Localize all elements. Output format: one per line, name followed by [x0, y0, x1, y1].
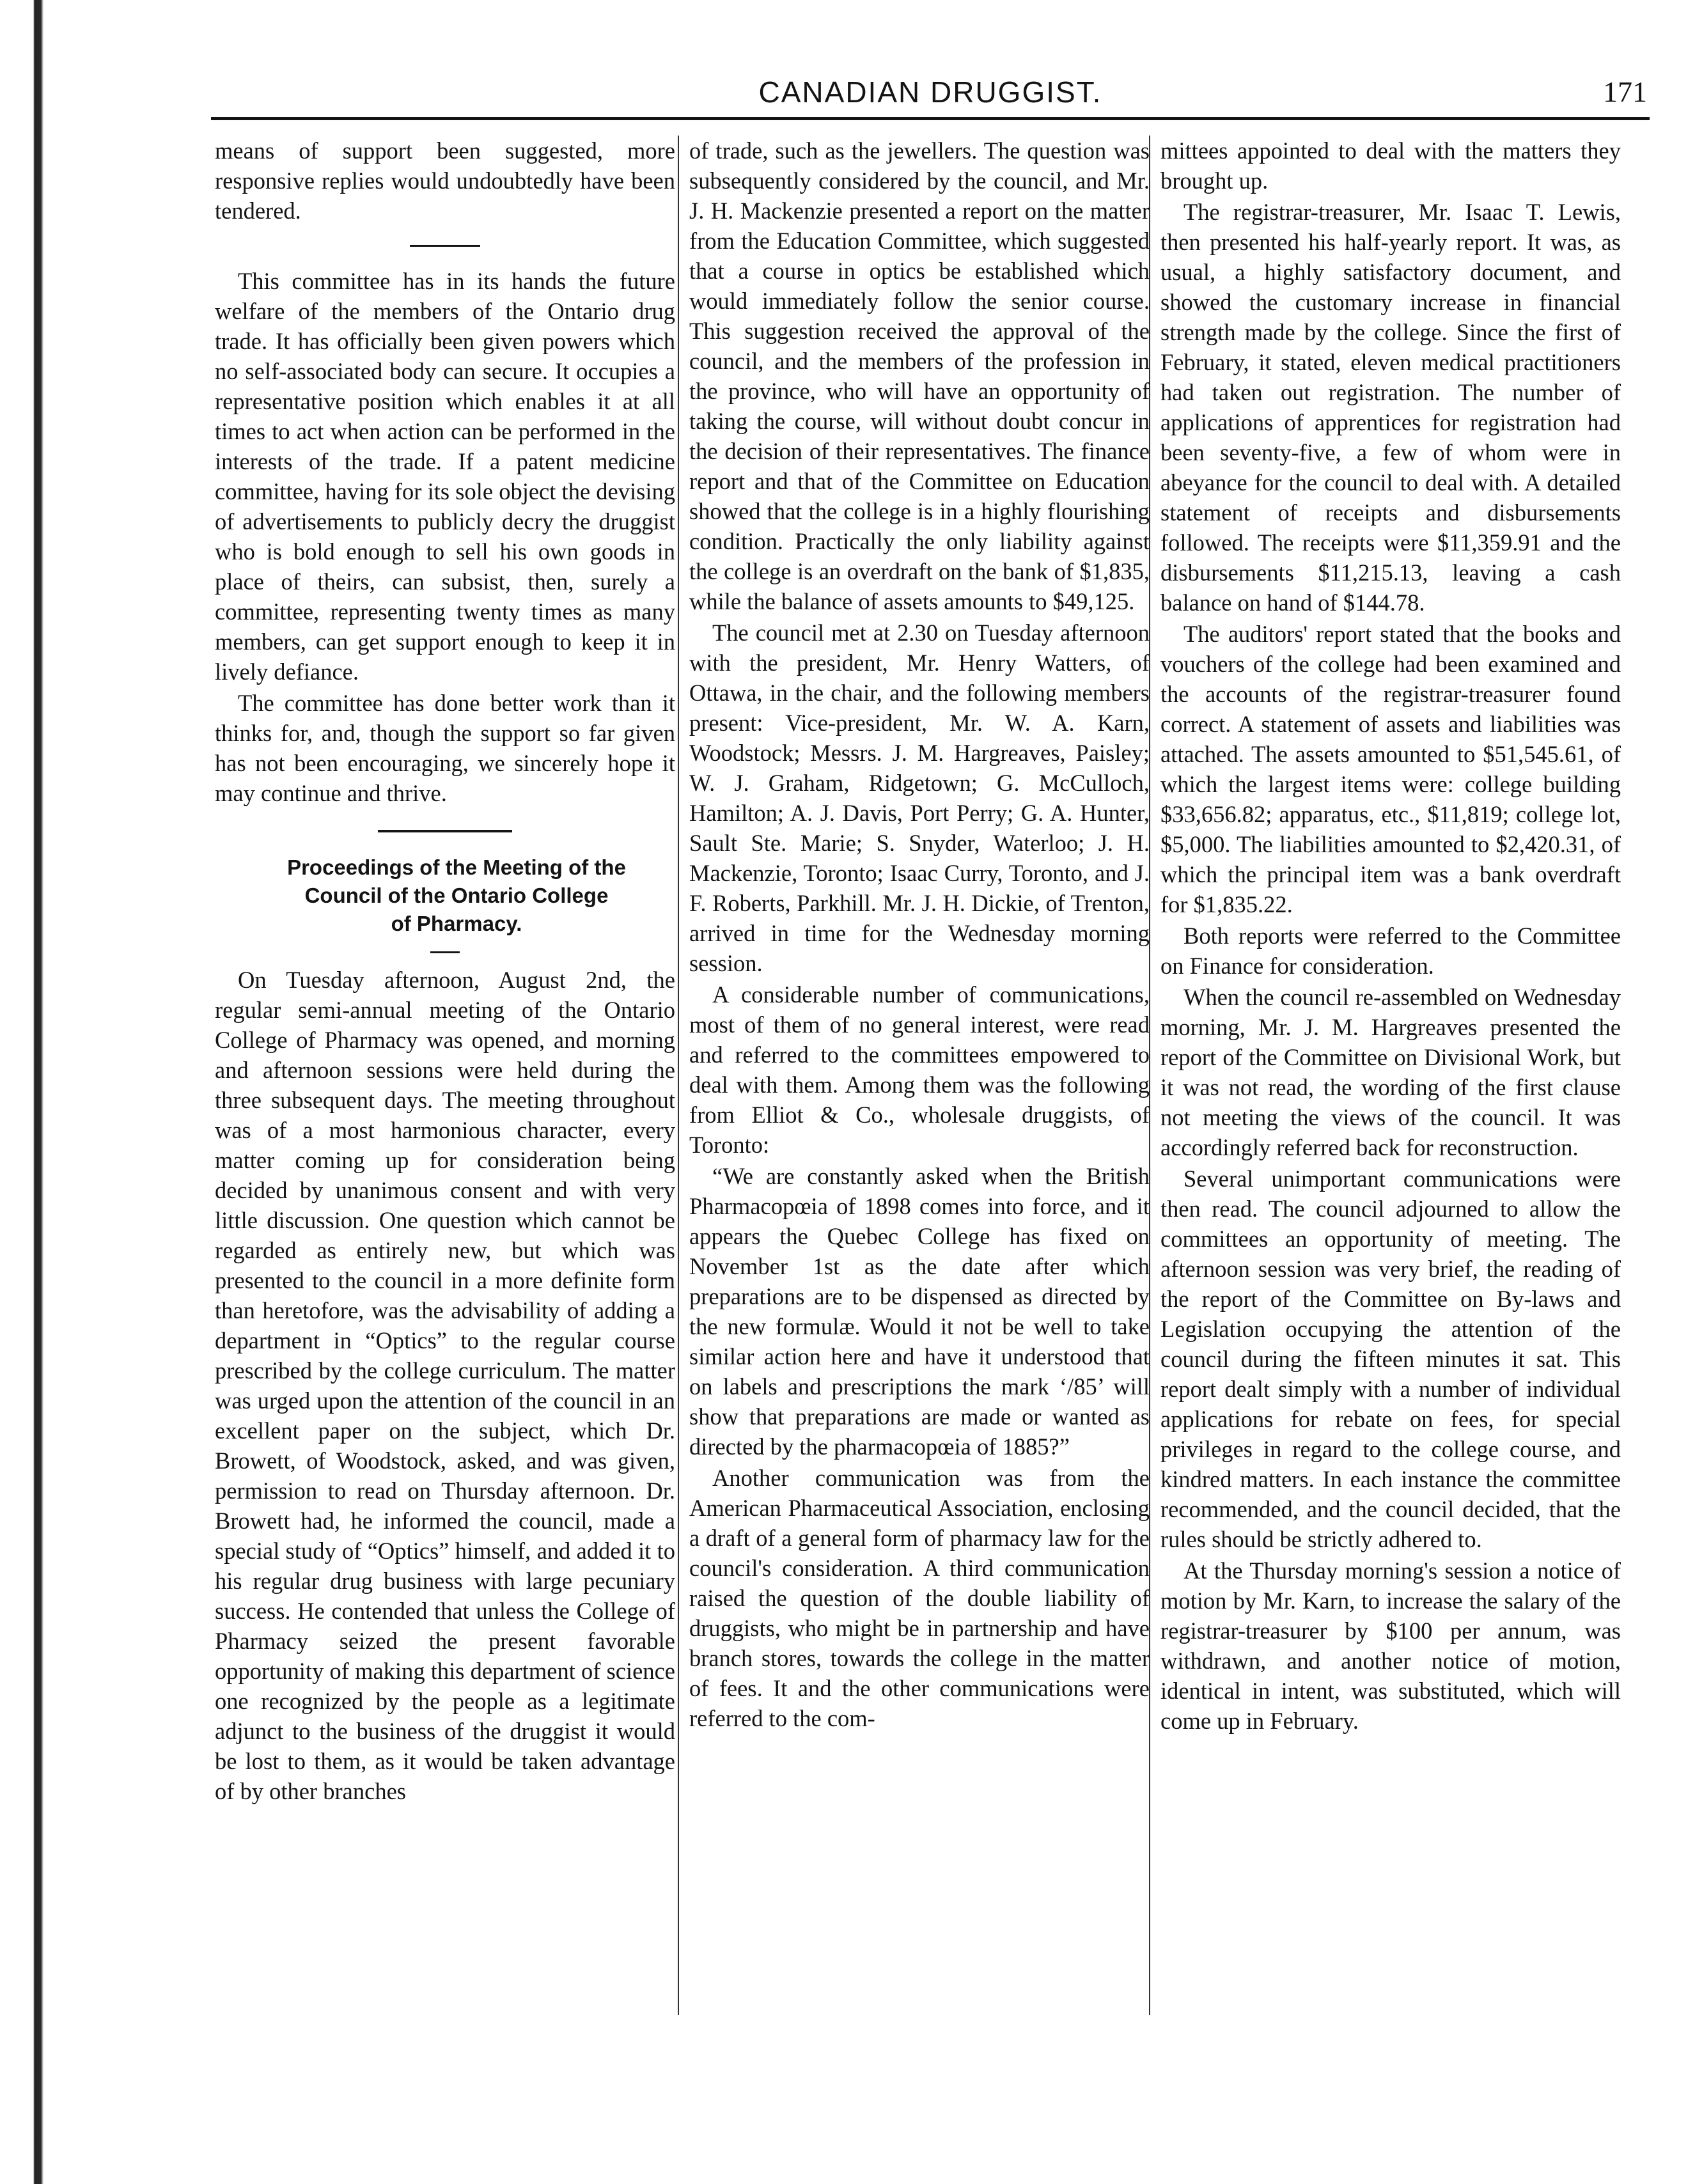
article-heading	[215, 854, 675, 937]
quoted-letter: “We are constantly asked when the British Pharmacopœia of 1898 comes into force, and it appears the Quebec College has fixed on November 1st as the date after which preparations are to be dispensed as directed by the new formulæ. Would it not be well to take similar action here and have it understood that on labels and prescriptions the mark ‘/85’ will show that preparations are made or wanted as directed by the pharmacopœia of 1885?”	[689, 1163, 1150, 1460]
section-rule	[378, 830, 512, 832]
column-divider-1	[678, 136, 679, 2015]
paragraph: The council met at 2.30 on Tuesday afternoon with the president, Mr. Henry Watters, of Ottawa, in the chair, and the following members present: Vice-president, Mr. W. A. Karn, Woodstock; Messrs. J. M. Hargreaves, Paisley; W. J. Graham, Ridgetown; G. McCulloch, Hamilton; A. J. Davis, Port Perry; G. A. Hunter, Sault Ste. Marie; S. Snyder, Waterloo; J. H. Mackenzie, Toronto; Isaac Curry, Toronto, and J. F. Roberts, Parkhill. Mr. J. H. Dickie, of Trenton, arrived in time for the Wednesday morning session.	[689, 620, 1150, 976]
page-header	[211, 74, 1650, 118]
heading-rule	[430, 951, 460, 953]
page-number: 171	[1603, 75, 1647, 108]
column-3	[1160, 136, 1621, 1736]
paragraph: The committee has done better work than it thinks for, and, though the support so far given has not been encouraging, we sincerely hope it may continue and thrive.	[215, 690, 675, 806]
page-binding-edge	[0, 0, 51, 2184]
paragraph: Several unimportant communications were then read. The council adjourned to allow the committees an opportunity of meeting. The afternoon session was very brief, the reading of the report of the Committee on By-laws and Legislation occupying the attention of the council during the fifteen minutes it sat. This report dealt simply with a number of individual applications for rebate on fees, for special privileges in regard to the college course, and kindred matters. In each instance the committee recommended, and the council decided, that the rules should be strictly adhered to.	[1160, 1166, 1621, 1552]
paragraph: means of support been suggested, more responsive replies would undoubtedly have been tendered.	[215, 137, 675, 224]
paragraph: The auditors' report stated that the books and vouchers of the college had been examined and the accounts of the registrar-treasurer found correct. A statement of assets and liabilities was attached. The assets amounted to $51,545.61, of which the largest items were: college building $33,656.82; apparatus, etc., $11,819; college lot, $5,000. The liabilities amounted to $2,420.31, of which the principal item was a bank overdraft for $1,835.22.	[1160, 621, 1621, 917]
column-1	[215, 136, 675, 1806]
paragraph: Another communication was from the American Pharmaceutical Association, enclosing a draft of a general form of pharmacy law for the council's consideration. A third communication raised the question of the double liability of druggists, who might be in partnership and have branch stores, towards the college in the matter of fees. It and the other communications were referred to the com-	[689, 1465, 1150, 1731]
paragraph: This committee has in its hands the future welfare of the members of the Ontario drug trade. It has officially been given powers which no self-associated body can secure. It occupies a representative position which enables it at all times to act when action can be performed in the interests of the trade. If a patent medicine committee, having for its sole object the devising of advertisements to publicly decry the druggist who is bold enough to sell his own goods in place of theirs, can subsist, then, surely a committee, representing twenty times as many members, can get support enough to keep it in lively defiance.	[215, 268, 675, 685]
section-rule	[410, 245, 480, 247]
paragraph: On Tuesday afternoon, August 2nd, the regular semi-annual meeting of the Ontario College of Pharmacy was opened, and morning and afternoon sessions were held during the three subsequent days. The meeting throughout was of a most harmonious character, every matter coming up for consideration being decided by unanimous consent and with very little discussion. One question which cannot be regarded as entirely new, but which was presented to the council in a more definite form than heretofore, was the advisability of adding a department in “Optics” to the regular course prescribed by the college curriculum. The matter was urged upon the attention of the council in an excellent paper on the subject, which Dr. Browett, of Woodstock, asked, and was given, permission to read on Thursday afternoon. Dr. Browett had, he informed the council, made a special study of “Optics” himself, and added it to his regular drug business with large pecuniary success. He contended that unless the College of Pharmacy seized the present favorable opportunity of making this department of science one recognized by the people as a legitimate adjunct to the business of the druggist it would be lost to them, as it would be taken advantage of by other branches	[215, 967, 675, 1804]
paragraph: of trade, such as the jewellers. The question was subsequently considered by the council, and Mr. J. H. Mackenzie presented a report on the matter from the Education Committee, which suggested that a course in optics be established which would immediately follow the senior course. This suggestion received the approval of the council, and the members of the profession in the province, who will have an opportunity of taking the course, will without doubt concur in the decision of their representatives. The finance report and that of the Committee on Education showed that the college is in a highly flourishing condition. Practically the only liability against the college is an overdraft on the bank of $1,835, while the balance of assets amounts to $49,125.	[689, 137, 1150, 614]
article-heading-line: Council of the Ontario College	[304, 884, 609, 907]
paragraph: When the council re-assembled on Wednesday morning, Mr. J. M. Hargreaves presented the report of the Committee on Divisional Work, but it was not read, the wording of the first clause not meeting the views of the council. It was accordingly referred back for reconstruction.	[1160, 984, 1621, 1160]
article-heading-line: Proceedings of the Meeting of the	[287, 855, 626, 879]
paragraph: A considerable number of communications, most of them of no general interest, were read and referred to the committees empowered to deal with them. Among them was the following from Elliot & Co., wholesale druggists, of Toronto:	[689, 981, 1150, 1158]
paragraph: At the Thursday morning's session a notice of motion by Mr. Karn, to increase the salary of the registrar-treasurer by $100 per annum, was withdrawn, and another notice of motion, identical in intent, was substituted, which will come up in February.	[1160, 1557, 1621, 1734]
paragraph: Both reports were referred to the Committee on Finance for consideration.	[1160, 923, 1621, 979]
header-rule	[211, 117, 1650, 120]
paragraph: The registrar-treasurer, Mr. Isaac T. Lewis, then presented his half-yearly report. It was, as usual, a highly satisfactory document, and showed the customary increase in financial strength made by the college. Since the first of February, it stated, eleven medical practitioners had taken out registration. The number of applications of apprentices for registration had been seventy-five, a few of whom were in abeyance for the council to deal with. A detailed statement of receipts and disbursements followed. The receipts were $11,359.91 and the disbursements $11,215.13, leaving a cash balance on hand of $144.78.	[1160, 199, 1621, 616]
paragraph: mittees appointed to deal with the matters they brought up.	[1160, 137, 1621, 194]
article-heading-line: of Pharmacy.	[391, 912, 522, 935]
journal-title: CANADIAN DRUGGIST.	[758, 75, 1102, 109]
column-2	[689, 136, 1150, 1733]
